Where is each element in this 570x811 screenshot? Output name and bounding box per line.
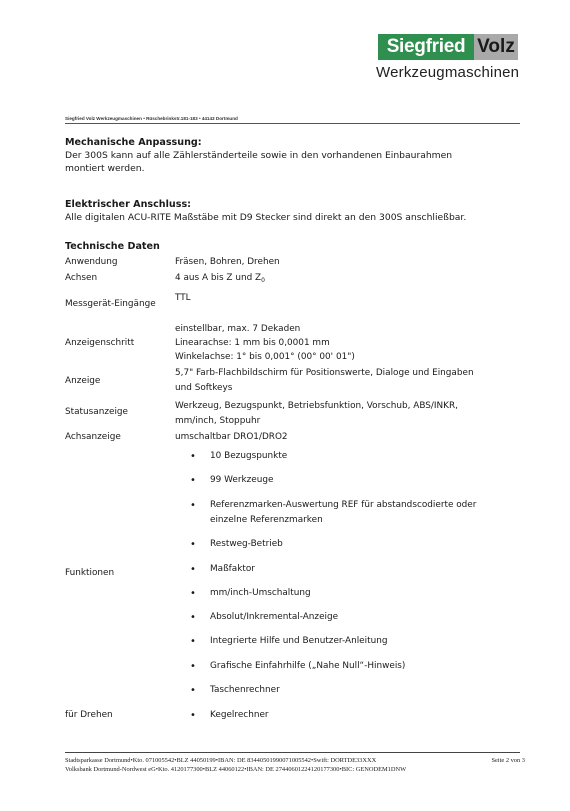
bullet-icon: • <box>190 500 196 511</box>
bullet-icon: • <box>190 475 196 486</box>
spec-label-achsen: Achsen <box>65 273 98 283</box>
funktion-text <box>210 499 510 527</box>
page-number: Seite 2 von 3 <box>491 757 525 764</box>
spec-value-achsen-text: 4 aus A bis Z und Z <box>175 273 262 283</box>
spec-value-anzeige-2: und Softkeys <box>175 383 233 393</box>
spec-value-messgeraet: TTL <box>175 293 191 303</box>
spec-label-drehen: für Drehen <box>65 710 113 720</box>
spec-value-anzeigenschritt-3: Winkelachse: 1° bis 0,001° (00° 00' 01") <box>175 352 355 362</box>
sender-divider <box>65 123 520 124</box>
sender-address: Siegfried Volz Werkzeugmaschinen • Rüschebrinkstr.181-183 • 44143 Dortmund <box>65 116 238 121</box>
spec-label-funktionen: Funktionen <box>65 568 115 578</box>
funktion-text-kegelrechner: Kegelrechner <box>210 710 269 720</box>
spec-value-statusanzeige-2: mm/inch, Stoppuhr <box>175 416 261 426</box>
spec-value-achsen <box>175 272 520 287</box>
bullet-icon: • <box>190 564 196 575</box>
funktion-text: Maßfaktor <box>210 564 255 574</box>
logo-bar <box>378 34 518 60</box>
spec-label-statusanzeige: Statusanzeige <box>65 407 129 417</box>
funktion-text: mm/inch-Umschaltung <box>210 588 311 598</box>
spec-value-anzeigenschritt-1: einstellbar, max. 7 Dekaden <box>175 324 301 334</box>
heading-mechanisch: Mechanische Anpassung: <box>65 137 202 148</box>
bullet-icon: • <box>190 451 196 462</box>
spec-value-anzeige-1: 5,7" Farb-Flachbildschirm für Positionswerte, Dialoge und Eingaben <box>175 368 474 378</box>
spec-label-achsanzeige: Achsanzeige <box>65 432 121 442</box>
spec-value-anzeigenschritt <box>175 323 520 364</box>
logo-text-siegfried: Siegfried <box>378 34 474 60</box>
bullet-icon: • <box>190 636 196 647</box>
spec-value-statusanzeige-1: Werkzeug, Bezugspunkt, Betriebsfunktion, Vorschub, ABS/INKR, <box>175 401 458 411</box>
section-elektrisch <box>65 198 520 224</box>
funktion-text: Absolut/Inkremental-Anzeige <box>210 612 339 622</box>
footer-line-2 <box>65 766 525 773</box>
heading-technik: Technische Daten <box>65 241 160 252</box>
heading-elektrisch: Elektrischer Anschluss: <box>65 199 191 210</box>
funktion-text: Integrierte Hilfe und Benutzer-Anleitung <box>210 636 388 646</box>
funktion-text-2: einzelne Referenzmarken <box>210 515 323 525</box>
logo-text-volz: Volz <box>474 34 518 60</box>
spec-value-anzeigenschritt-2: Linearachse: 1 mm bis 0,0001 mm <box>175 338 330 348</box>
funktion-text: Grafische Einfahrhilfe („Nahe Null“-Hinweis) <box>210 661 406 671</box>
spec-value-anzeige <box>175 367 520 395</box>
logo-subtitle: Werkzeugmaschinen <box>376 64 520 81</box>
section-mechanisch <box>65 136 520 175</box>
company-logo <box>374 34 524 86</box>
footer-bank-1: Stadtsparkasse Dortmund•Kto. 071005542•BLZ 44050199•IBAN: DE 83440501990071005542•Swift: DORTDE33XXX <box>65 757 377 764</box>
funktion-text: 99 Werkzeuge <box>210 475 274 485</box>
text-mechanisch-2: montiert werden. <box>65 163 145 174</box>
spec-value-statusanzeige <box>175 400 520 428</box>
text-elektrisch-1: Alle digitalen ACU-RITE Maßstäbe mit D9 Stecker sind direkt an den 300S anschließbar. <box>65 212 467 223</box>
spec-row-funktionen <box>65 450 520 696</box>
spec-value-anwendung: Fräsen, Bohren, Drehen <box>175 257 280 267</box>
bullet-icon: • <box>190 710 196 721</box>
spec-label-anwendung: Anwendung <box>65 257 118 267</box>
bullet-icon: • <box>190 539 196 550</box>
spec-value-achsen-sub: 0 <box>261 277 265 284</box>
footer-line-1 <box>65 757 525 764</box>
footer-divider <box>65 752 520 753</box>
spec-value-achsanzeige: umschaltbar DRO1/DRO2 <box>175 432 288 442</box>
funktion-text: Restweg-Betrieb <box>210 539 283 549</box>
bullet-icon: • <box>190 612 196 623</box>
bullet-icon: • <box>190 588 196 599</box>
bullet-icon: • <box>190 685 196 696</box>
spec-label-anzeigenschritt: Anzeigenschritt <box>65 338 135 348</box>
text-mechanisch-1: Der 300S kann auf alle Zählerständerteile sowie in den vorhandenen Einbaurahmen <box>65 150 453 161</box>
spec-label-messgeraet: Messgerät-Eingänge <box>65 299 156 309</box>
funktion-text-1: Referenzmarken-Auswertung REF für abstandscodierte oder <box>210 500 477 510</box>
spec-label-anzeige: Anzeige <box>65 376 101 386</box>
funktion-text: 10 Bezugspunkte <box>210 451 288 461</box>
footer-bank-2: Volksbank Dortmund-Nordwest eG•Kto. 4120177300•BLZ 44060122•IBAN: DE 27440601224120177300•BIC: GENODEM1DNW <box>65 766 407 773</box>
bullet-icon: • <box>190 661 196 672</box>
funktion-text: Taschenrechner <box>210 685 280 695</box>
